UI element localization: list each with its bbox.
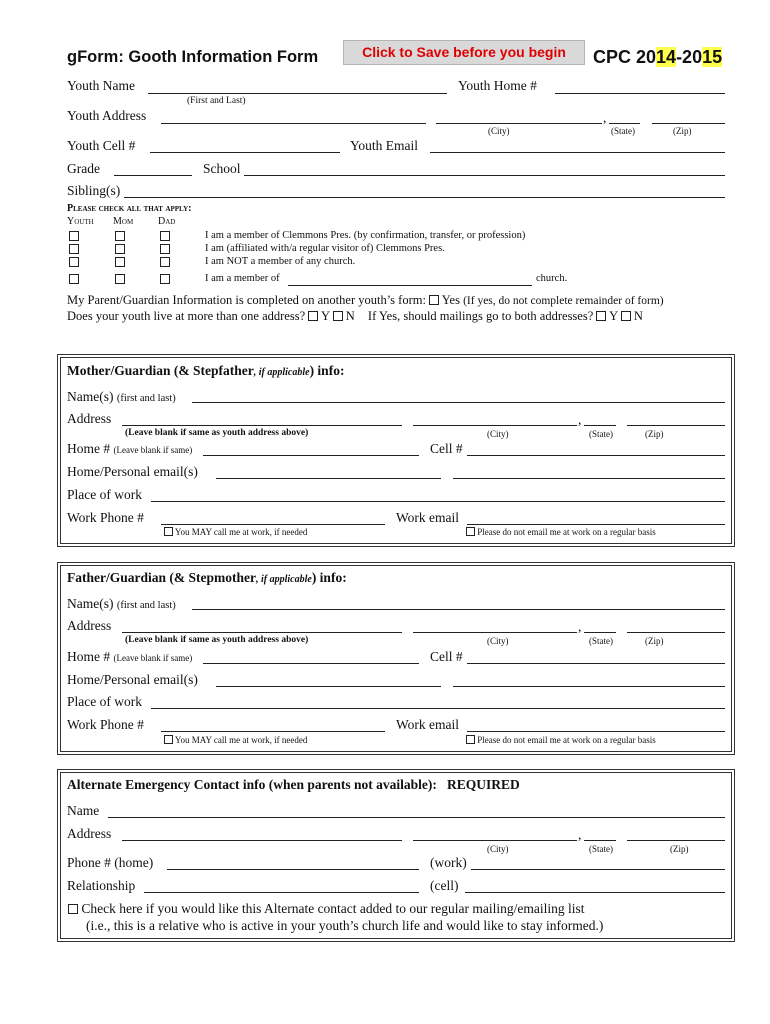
- check-item-1: I am a member of Clemmons Pres. (by confirmation, transfer, or profession): [205, 230, 526, 241]
- cpc-year: [593, 47, 722, 68]
- youth-checkbox-2[interactable]: [69, 244, 79, 254]
- more-address-y-checkbox[interactable]: [308, 311, 318, 321]
- mother-work-place-field[interactable]: [151, 501, 725, 502]
- names-sub: (first and last): [116, 393, 176, 404]
- father-address-city[interactable]: [413, 632, 577, 633]
- check-item-4: I am a member of: [205, 273, 280, 284]
- mother-cell-field[interactable]: [467, 455, 725, 456]
- names-sub: (first and last): [116, 600, 176, 611]
- alt-relationship-field[interactable]: [144, 892, 419, 893]
- home-sub: (Leave blank if same): [113, 445, 193, 455]
- check-item-2: I am (affiliated with/a regular visitor of) Clemmons Pres.: [205, 243, 445, 254]
- more-address-y: Y: [320, 309, 330, 323]
- names-label: Name(s): [67, 389, 114, 404]
- state-sub: (State): [589, 844, 613, 854]
- mom-checkbox-1[interactable]: [115, 231, 125, 241]
- more-address-n-checkbox[interactable]: [333, 311, 343, 321]
- col-youth: Youth: [67, 216, 94, 227]
- mother-address-label: Address: [67, 411, 112, 426]
- father-address-zip[interactable]: [627, 632, 725, 633]
- father-may-call-checkbox[interactable]: [164, 735, 173, 744]
- dad-checkbox-3[interactable]: [160, 257, 170, 267]
- comma: ,: [578, 412, 582, 427]
- father-work-email-label: Work email: [396, 717, 460, 732]
- father-work-place-field[interactable]: [151, 708, 725, 709]
- father-address-street[interactable]: [122, 632, 402, 633]
- father-no-email: [466, 735, 656, 745]
- names-label: Name(s): [67, 596, 114, 611]
- mother-address-street[interactable]: [122, 425, 402, 426]
- father-address-state[interactable]: [584, 632, 616, 633]
- father-cell-field[interactable]: [467, 663, 725, 664]
- mother-address-zip[interactable]: [627, 425, 725, 426]
- home-sub: (Leave blank if same): [113, 653, 193, 663]
- mother-no-email: [466, 527, 656, 537]
- youth-email-field[interactable]: [430, 152, 725, 153]
- mother-leave-blank: (Leave blank if same as youth address above): [125, 428, 309, 438]
- col-mom: Mom: [113, 216, 134, 227]
- youth-cell-label: Youth Cell #: [67, 138, 136, 153]
- page-title: gForm: Gooth Information Form: [67, 48, 319, 66]
- youth-name-sub: (First and Last): [187, 96, 246, 106]
- zip-sub: (Zip): [645, 429, 664, 439]
- alt-mailing-line1: Check here if you would like this Alternate contact added to our regular mailing/emailing list: [81, 901, 585, 916]
- father-work-phone-label: Work Phone #: [67, 717, 144, 732]
- youth-cell-field[interactable]: [150, 152, 340, 153]
- alt-address-state[interactable]: [584, 840, 616, 841]
- father-may-call: [164, 735, 307, 745]
- alt-name-field[interactable]: [108, 817, 725, 818]
- city-sub: (City): [487, 429, 509, 439]
- father-cell-label: Cell #: [430, 649, 463, 664]
- mailings-text: If Yes, should mailings go to both addresses?: [367, 309, 594, 323]
- comma: ,: [578, 619, 582, 634]
- father-work-phone-field[interactable]: [161, 731, 385, 732]
- more-address-question: [67, 309, 643, 324]
- father-no-email-checkbox[interactable]: [466, 735, 475, 744]
- mother-home-label: [67, 441, 192, 457]
- father-work-email-field[interactable]: [467, 731, 725, 732]
- mom-checkbox-2[interactable]: [115, 244, 125, 254]
- mailings-y-checkbox[interactable]: [596, 311, 606, 321]
- father-email-label: Home/Personal email(s): [67, 672, 198, 687]
- dad-checkbox-1[interactable]: [160, 231, 170, 241]
- comma: ,: [578, 827, 582, 842]
- mother-address-state[interactable]: [584, 425, 616, 426]
- alt-phone-label: Phone # (home): [67, 855, 154, 870]
- father-home-label: [67, 649, 192, 665]
- grade-field[interactable]: [114, 175, 192, 176]
- mailings-n: N: [633, 309, 643, 323]
- youth-email-label: Youth Email: [350, 138, 419, 153]
- mailings-n-checkbox[interactable]: [621, 311, 631, 321]
- member-church-field[interactable]: [288, 285, 532, 286]
- father-heading-c: ) info:: [311, 570, 347, 585]
- cpc-year-end: 15: [702, 47, 723, 67]
- alt-name-label: Name: [67, 803, 100, 818]
- more-address-n: N: [345, 309, 355, 323]
- father-names-label: [67, 596, 176, 612]
- cpc-mid: -20: [676, 47, 703, 67]
- church-suffix: church.: [536, 273, 568, 284]
- alt-address-street[interactable]: [122, 840, 402, 841]
- state-sub: (State): [589, 636, 613, 646]
- city-sub: (City): [487, 844, 509, 854]
- parent-info-yes: Yes: [441, 293, 460, 307]
- mother-email-label: Home/Personal email(s): [67, 464, 198, 479]
- comma: ,: [603, 110, 607, 125]
- father-heading-b: , if applicable: [255, 574, 312, 585]
- dad-checkbox-4[interactable]: [160, 274, 170, 284]
- father-address-label: Address: [67, 618, 112, 633]
- required-label: REQUIRED: [446, 777, 520, 792]
- mom-checkbox-4[interactable]: [115, 274, 125, 284]
- father-home-field[interactable]: [203, 663, 419, 664]
- may-call-text: You MAY call me at work, if needed: [174, 527, 308, 537]
- alt-address-city[interactable]: [413, 840, 577, 841]
- zip-sub: (Zip): [673, 126, 692, 136]
- youth-home-label: Youth Home #: [458, 78, 537, 93]
- alt-mailing-checkbox[interactable]: [68, 904, 78, 914]
- mother-names-field[interactable]: [192, 402, 725, 403]
- father-heading: [67, 570, 347, 586]
- alt-cell-label: (cell): [430, 878, 459, 893]
- state-sub: (State): [589, 429, 613, 439]
- mother-work-place-label: Place of work: [67, 487, 142, 502]
- school-field[interactable]: [244, 175, 725, 176]
- youth-address-street[interactable]: [161, 123, 426, 124]
- father-email-field-2[interactable]: [453, 686, 725, 687]
- parent-info-question: [67, 293, 664, 308]
- save-button-label: Click to Save before you begin: [362, 44, 566, 60]
- mother-work-phone-label: Work Phone #: [67, 510, 144, 525]
- youth-checkbox-3[interactable]: [69, 257, 79, 267]
- mother-names-label: [67, 389, 176, 405]
- alternate-heading: [67, 777, 520, 793]
- youth-address-city[interactable]: [436, 123, 602, 124]
- youth-address-state[interactable]: [609, 123, 640, 124]
- mother-email-field-2[interactable]: [453, 478, 725, 479]
- no-email-text: Please do not email me at work on a regular basis: [477, 527, 656, 537]
- alt-address-label: Address: [67, 826, 112, 841]
- city-sub: (City): [488, 126, 510, 136]
- check-item-3: I am NOT a member of any church.: [205, 256, 356, 267]
- save-button[interactable]: [343, 40, 585, 65]
- mother-no-email-checkbox[interactable]: [466, 527, 475, 536]
- parent-info-text: My Parent/Guardian Information is completed on another youth’s form:: [67, 293, 426, 307]
- mother-heading-c: ) info:: [309, 363, 345, 378]
- more-address-text: Does your youth live at more than one address?: [67, 309, 306, 323]
- mother-heading-a: Mother/Guardian (& Stepfather: [67, 363, 254, 378]
- mother-work-phone-field[interactable]: [161, 524, 385, 525]
- alt-mailing-check: [68, 901, 585, 917]
- mom-checkbox-3[interactable]: [115, 257, 125, 267]
- sibling-label: Sibling(s): [67, 183, 121, 198]
- alt-mailing-line2: (i.e., this is a relative who is active in your youth’s church life and would like to stay informed.): [86, 918, 604, 933]
- parent-info-note: (If yes, do not complete remainder of form): [463, 295, 664, 307]
- youth-address-zip[interactable]: [652, 123, 725, 124]
- sibling-field[interactable]: [124, 197, 725, 198]
- zip-sub: (Zip): [670, 844, 689, 854]
- father-email-field-1[interactable]: [216, 686, 441, 687]
- home-label: Home #: [67, 649, 111, 664]
- parent-info-yes-checkbox[interactable]: [429, 295, 439, 305]
- mother-work-email-field[interactable]: [467, 524, 725, 525]
- alt-phone-field[interactable]: [167, 869, 419, 870]
- check-heading: Please check all that apply:: [67, 203, 192, 214]
- mother-may-call-checkbox[interactable]: [164, 527, 173, 536]
- grade-label: Grade: [67, 161, 100, 176]
- dad-checkbox-2[interactable]: [160, 244, 170, 254]
- father-leave-blank: (Leave blank if same as youth address above): [125, 635, 309, 645]
- state-sub: (State): [611, 126, 635, 136]
- school-label: School: [203, 161, 241, 176]
- mother-cell-label: Cell #: [430, 441, 463, 456]
- mother-home-field[interactable]: [203, 455, 419, 456]
- youth-checkbox-1[interactable]: [69, 231, 79, 241]
- no-email-text: Please do not email me at work on a regular basis: [477, 735, 656, 745]
- mother-work-email-label: Work email: [396, 510, 460, 525]
- alt-cell-field[interactable]: [465, 892, 725, 893]
- alt-address-zip[interactable]: [627, 840, 725, 841]
- alt-relationship-label: Relationship: [67, 878, 136, 893]
- father-heading-a: Father/Guardian (& Stepmother: [67, 570, 256, 585]
- cpc-year-start: 14: [656, 47, 677, 67]
- zip-sub: (Zip): [645, 636, 664, 646]
- cpc-prefix: CPC 20: [593, 47, 657, 67]
- alt-work-field[interactable]: [471, 869, 725, 870]
- youth-name-label: Youth Name: [67, 78, 136, 93]
- alternate-heading-text: Alternate Emergency Contact info (when parents not available):: [67, 777, 437, 792]
- mailings-y: Y: [609, 309, 618, 323]
- mother-heading: [67, 363, 344, 379]
- mother-address-city[interactable]: [413, 425, 577, 426]
- alt-work-label: (work): [430, 855, 467, 870]
- mother-email-field-1[interactable]: [216, 478, 441, 479]
- youth-checkbox-4[interactable]: [69, 274, 79, 284]
- youth-address-label: Youth Address: [67, 108, 147, 123]
- mother-heading-b: , if applicable: [253, 367, 310, 378]
- col-dad: Dad: [158, 216, 176, 227]
- mother-may-call: [164, 527, 307, 537]
- youth-home-field[interactable]: [555, 93, 725, 94]
- city-sub: (City): [487, 636, 509, 646]
- father-work-place-label: Place of work: [67, 694, 142, 709]
- youth-name-field[interactable]: [148, 93, 447, 94]
- may-call-text: You MAY call me at work, if needed: [174, 735, 308, 745]
- home-label: Home #: [67, 441, 111, 456]
- father-names-field[interactable]: [192, 609, 725, 610]
